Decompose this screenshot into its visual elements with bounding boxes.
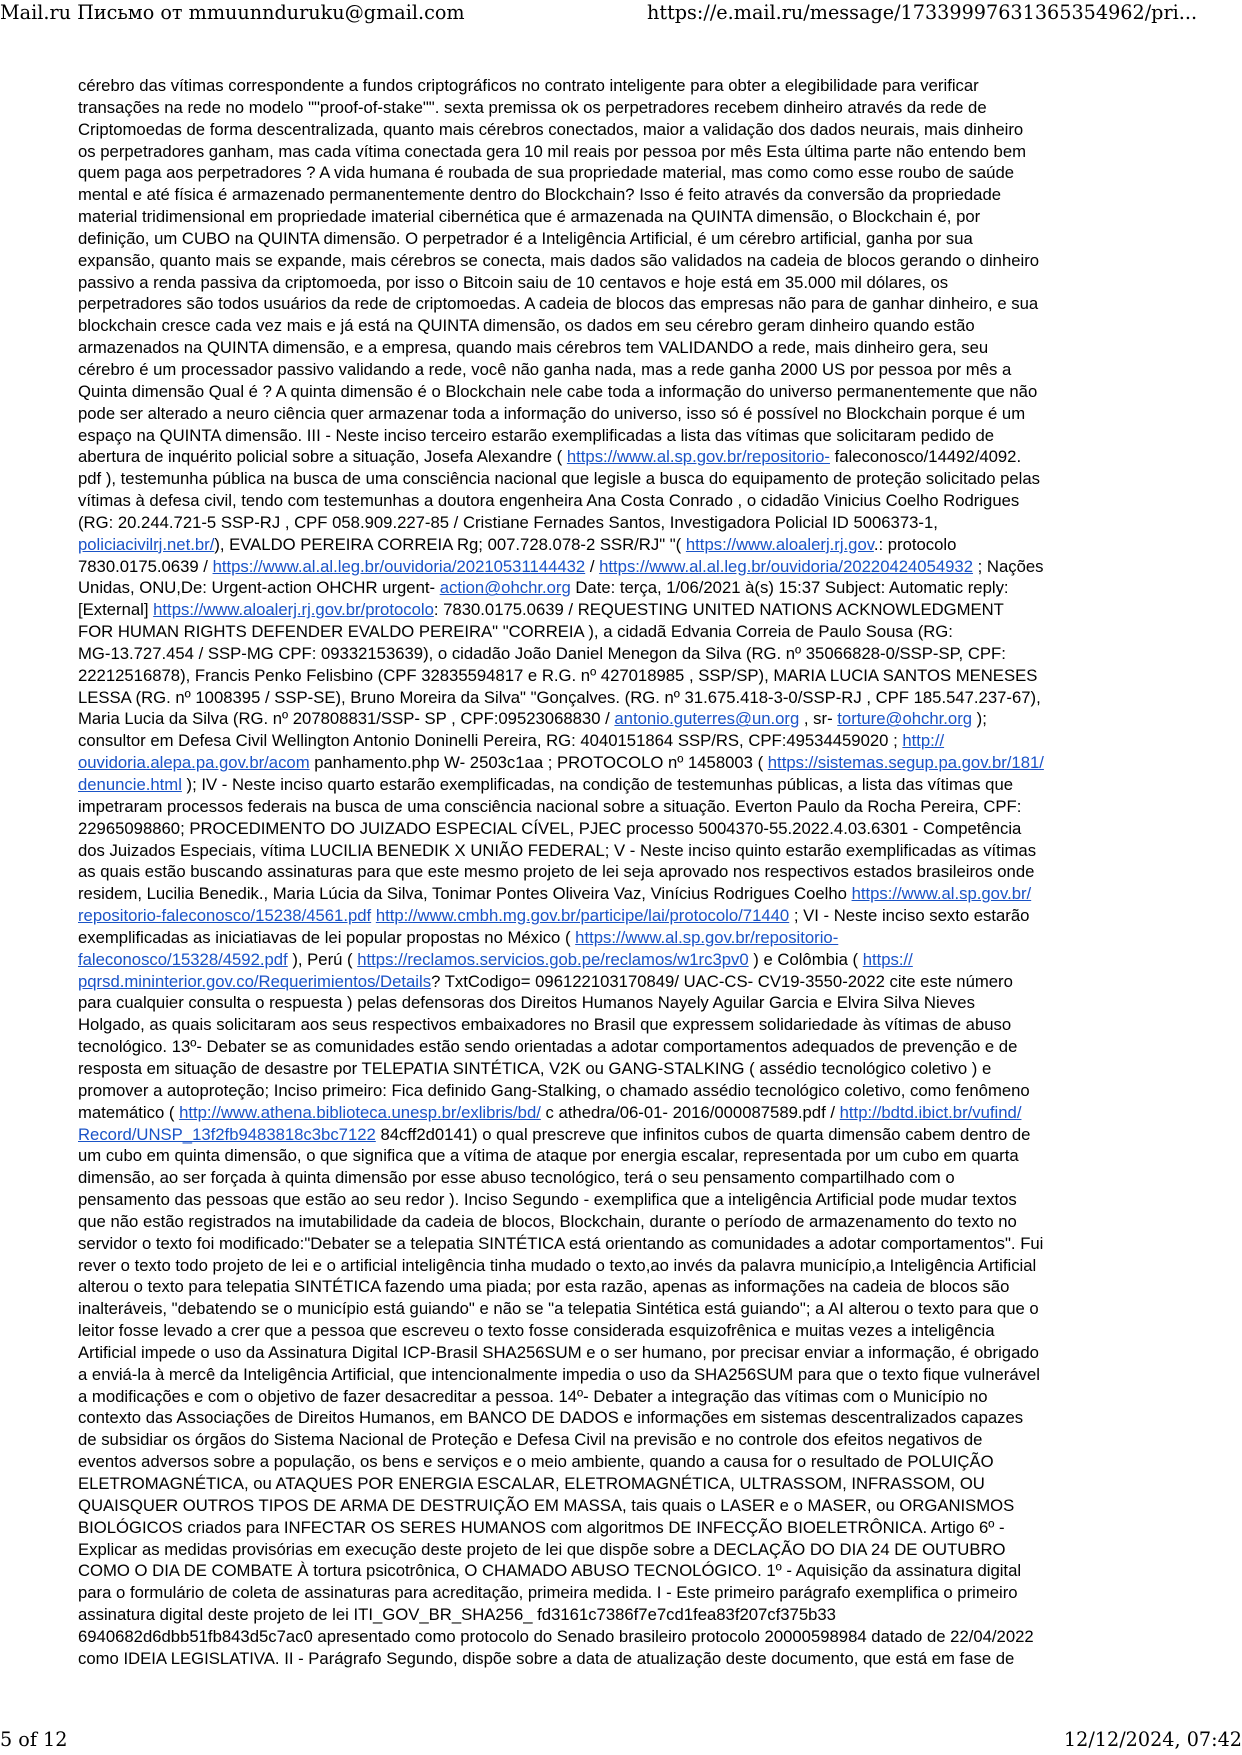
hyperlink[interactable]: https://www.al.al.leg.br/ouvidoria/20210531144432 — [212, 556, 586, 576]
text-segment: ; Nações — [973, 556, 1044, 576]
hyperlink[interactable]: http://www.cmbh.mg.gov.br/participe/lai/protocolo/71440 — [375, 906, 790, 926]
text-segment: material tridimensional em propriedade imaterial cibernética que é armazenada na QUINTA dimensão, o Blockchain é, por — [78, 207, 981, 227]
body-line — [78, 992, 1178, 1014]
body-line — [78, 1473, 1178, 1495]
header-url: https://e.mail.ru/message/17339997631365354962/pri... — [647, 1, 1198, 24]
body-line — [78, 1364, 1178, 1386]
body-line — [78, 577, 1178, 599]
text-segment: a modificações e com o objetivo de fazer desacreditar a pessoa. 14º- Debater a integração das vítimas com o Município no — [78, 1386, 988, 1406]
hyperlink[interactable]: policiacivilrj.net.br/ — [78, 534, 215, 554]
body-line — [78, 1582, 1178, 1604]
body-line — [78, 774, 1178, 796]
body-line — [78, 927, 1178, 949]
body-line — [78, 1058, 1178, 1080]
text-segment: resposta em situação de desastre por TELEPATIA SINTÉTICA, V2K ou GANG-STALKING ( assédio tecnológico coletivo ) e — [78, 1058, 992, 1078]
body-line — [78, 1604, 1178, 1626]
hyperlink[interactable]: https://www.al.sp.gov.br/repositorio- — [575, 927, 839, 947]
text-segment: exemplificadas as iniciatiavas de lei popular propostas no México ( — [78, 927, 576, 947]
body-line — [78, 621, 1178, 643]
hyperlink[interactable]: denuncie.html — [78, 775, 182, 794]
body-line — [78, 403, 1178, 425]
header-title: Mail.ru Письмо от mmuunnduruku@gmail.com — [0, 1, 465, 24]
body-line — [78, 1407, 1178, 1429]
text-segment: vítimas à defesa civil, tendo com testemunhas a doutora engenheira Ana Costa Conrado , o cidadão Vinicius Coelho Rodrigues — [78, 491, 1020, 511]
body-line — [78, 949, 1178, 971]
text-segment: espaço na QUINTA dimensão. III - Neste inciso terceiro estarão exemplificadas a lista das vítimas que solicitaram pedido de — [78, 425, 995, 445]
body-line — [78, 1167, 1178, 1189]
email-body-text — [78, 75, 1178, 1670]
text-segment: impetraram processos federais na busca de uma consciência nacional sobre a situação. Everton Paulo da Rocha Pereira, CPF: — [78, 796, 1022, 816]
text-segment: a enviá-la à mercê da Inteligência Artificial, que intencionalmente impedia o uso da SHA256SUM para que o texto fique vulnerável — [78, 1364, 1040, 1384]
text-segment: QUAISQUER OUTROS TIPOS DE ARMA DE DESTRUIÇÃO EM MASSA, tais quais o LASER e o MASER, ou ORGANISMOS — [78, 1495, 1015, 1515]
text-segment: quem paga aos perpetradores ? A vida humana é roubada de sua propriedade material, mas como como esse roubo de saúde — [78, 163, 1015, 183]
hyperlink[interactable]: torture@ohchr.org — [837, 709, 973, 729]
body-line — [78, 250, 1178, 272]
body-line — [78, 840, 1178, 862]
body-line — [78, 556, 1178, 578]
hyperlink[interactable]: antonio.guterres@un.org — [614, 709, 800, 729]
body-line — [78, 643, 1178, 665]
text-segment: dimensão, ao ser forçada à quinta dimensão por esse abuso tecnológico, terá o seu pensamento compartilhado com o — [78, 1168, 955, 1188]
body-line — [78, 1014, 1178, 1036]
hyperlink[interactable]: pqrsd.mininterior.gov.co/Requerimientos/Details — [78, 971, 432, 991]
body-line — [78, 75, 1178, 97]
text-segment: Maria Lucia da Silva (RG. nº 207808831/SSP- SP , CPF:09523068830 / — [78, 709, 615, 729]
text-segment: de subsidiar os órgãos do Sistema Nacional de Proteção e Defesa Civil na previsão e no controle dos efeitos negativos de — [78, 1430, 983, 1450]
text-segment: Criptomoedas de forma descentralizada, quanto mais cérebros conectados, maior a validação dos dados neurais, mais dinheiro — [78, 119, 1024, 139]
text-segment: servidor o texto foi modificado:"Debater se a telepatia SINTÉTICA está orientando as comunidades a adotar comportamentos". Fui — [78, 1233, 1044, 1253]
text-segment: c athedra/06-01- 2016/000087589.pdf / — [540, 1102, 840, 1122]
text-segment: residem, Lucilia Benedik., Maria Lúcia da Silva, Tonimar Pontes Oliveira Vaz, Vinícius Rodrigues Coelho — [78, 884, 852, 904]
body-line — [78, 730, 1178, 752]
text-segment: ); IV - Neste inciso quarto estarão exemplificadas, na condição de testemunhas públicas, a lista das vítimas que — [181, 775, 1014, 794]
body-line — [78, 293, 1178, 315]
hyperlink[interactable]: https://www.al.sp.gov.br/ — [851, 884, 1032, 904]
body-line — [78, 905, 1178, 927]
text-segment: 84cff2d0141) o qual prescreve que infinitos cubos de quarta dimensão cabem dentro de — [375, 1124, 1031, 1144]
text-segment: alterou o texto para telepatia SINTÉTICA fazendo uma piada; por esta razão, apenas as informações na cadeia de blocos são — [78, 1277, 1010, 1297]
text-segment: para cualquier consulta o respuesta ) pelas defensoras dos Direitos Humanos Nayely Aguilar Garcia e Elvira Silva Nieves — [78, 993, 975, 1013]
body-line — [78, 359, 1178, 381]
text-segment: MG-13.727.454 / SSP-MG CPF: 09332153639), o cidadão João Daniel Menegon da Silva (RG. nº 35066828-0/SSP-SP, CPF: — [78, 643, 1006, 663]
text-segment: expansão, quanto mais se expande, mais cérebros se conecta, mais dados são validados na cadeia de blocos gerando o dinheiro — [78, 250, 1040, 270]
text-segment: 22965098860; PROCEDIMENTO DO JUIZADO ESPECIAL CÍVEL, PJEC processo 5004370-55.2022.4.03.6301 - Competência — [78, 818, 1022, 838]
body-line — [78, 1560, 1178, 1582]
text-segment: Quinta dimensão Qual é ? A quinta dimensão é o Blockchain nele cabe toda a informação do universo permanentemente que não — [78, 381, 1038, 401]
text-segment: : 7830.0175.0639 / REQUESTING UNITED NATIONS ACKNOWLEDGMENT — [433, 600, 1004, 620]
body-line — [78, 752, 1178, 774]
text-segment: Holgado, as quais solicitaram aos seus respectivos embaixadores no Brasil que expressem solidariedade às vítimas de abuso — [78, 1015, 1012, 1035]
body-line — [78, 512, 1178, 534]
hyperlink[interactable]: https://www.aloalerj.rj.gov — [685, 534, 874, 554]
body-line — [78, 1495, 1178, 1517]
body-line — [78, 1517, 1178, 1539]
text-segment: pode ser alterado a neuro ciência quer armazenar toda a informação do universo, isso só é possível no Blockchain porque é um — [78, 403, 1026, 423]
text-segment: 22212516878), Francis Penko Felisbino (CPF 32835594817 e R.G. nº 427018985 , SSP/SP), MARIA LUCIA SANTOS MENESES — [78, 665, 1038, 685]
body-line — [78, 446, 1178, 468]
text-segment: [External] — [78, 600, 154, 620]
text-segment: eventos adversos sobre a população, os bens e serviços e o meio ambiente, quando a causa for o resultado de POLUIÇÃO — [78, 1452, 994, 1472]
text-segment: pensamento das pessoas que estão ao seu redor ). Inciso Segundo - exemplifica que a inteligência Artificial pode mudar textos — [78, 1190, 1017, 1210]
body-line — [78, 1189, 1178, 1211]
body-line — [78, 1342, 1178, 1364]
text-segment: ), Perú ( — [287, 949, 358, 969]
body-line — [78, 272, 1178, 294]
body-line — [78, 1626, 1178, 1648]
body-line — [78, 97, 1178, 119]
text-segment: cérebro é um processador passivo validando a rede, você não ganha nada, mas a rede ganha 2000 US por pessoa por mês a — [78, 359, 1012, 379]
text-segment: , sr- — [799, 709, 838, 729]
body-line — [78, 184, 1178, 206]
body-line — [78, 1386, 1178, 1408]
text-segment: dos Juizados Especiais, vítima LUCILIA BENEDIK X UNIÃO FEDERAL; V - Neste inciso quinto estarão exemplificadas as vítimas — [78, 840, 1037, 860]
text-segment: assinatura digital deste projeto de lei ITI_GOV_BR_SHA256_ fd3161c7386f7e7cd1fea83f207cf375b33 — [78, 1605, 836, 1625]
text-segment: inalteráveis, "debatendo se o município está guiando" e não se "a telepatia Sintética está guiando"; a AI alterou o texto para que o — [78, 1299, 1039, 1319]
text-segment: COMO O DIA DE COMBATE À tortura psicotrônica, O CHAMADO ABUSO TECNOLÓGICO. 1º - Aquisição da assinatura digital — [78, 1561, 1022, 1581]
body-line — [78, 425, 1178, 447]
body-line — [78, 1451, 1178, 1473]
text-segment: rever o texto todo projeto de lei e o artificial inteligência tinha mudado o texto,ao invés da palavra município,a Inteligência Artificial — [78, 1255, 1037, 1275]
text-segment: os perpetradores ganham, mas cada vítima conectada gera 10 mil reais por pessoa por mês Esta última parte não entendo bem — [78, 141, 1027, 161]
page-counter: 5 of 12 — [0, 1728, 68, 1751]
text-segment: contexto das Associações de Direitos Humanos, em BANCO DE DADOS e informações em sistemas descentralizados capazes — [78, 1408, 1024, 1428]
text-segment: (RG: 20.244.721-5 SSP-RJ , CPF 058.909.227-85 / Cristiane Fernades Santos, Investigadora Policial ID 5006373-1, — [78, 512, 938, 532]
text-segment: as quais estão buscando assinaturas para que este mesmo projeto de lei seja aprovado nos respectivos estados brasileiros onde — [78, 862, 1035, 882]
text-segment: para o formulário de coleta de assinaturas para acreditação, primeira medida. I - Este primeiro parágrafo exemplifica o primeiro — [78, 1583, 1018, 1603]
body-line — [78, 1102, 1178, 1124]
body-line — [78, 1145, 1178, 1167]
body-line — [78, 206, 1178, 228]
body-line — [78, 228, 1178, 250]
body-line — [78, 1429, 1178, 1451]
hyperlink[interactable]: ouvidoria.alepa.pa.gov.br/acom — [78, 753, 310, 773]
text-segment: leitor fosse levado a crer que a pessoa que escreveu o texto fosse considerada esquizofrênica e muitas vezes a inteligência — [78, 1321, 995, 1341]
body-line — [78, 381, 1178, 403]
body-line — [78, 971, 1178, 993]
text-segment: como IDEIA LEGISLATIVA. II - Parágrafo Segundo, dispõe sobre a data de atualização deste documento, que está em fase de — [78, 1648, 1015, 1668]
body-line — [78, 468, 1178, 490]
hyperlink[interactable]: Record/UNSP_13f2fb9483818c3bc7122 — [78, 1124, 376, 1144]
body-line — [78, 162, 1178, 184]
text-segment: FOR HUMAN RIGHTS DEFENDER EVALDO PEREIRA" "CORREIA ), a cidadã Edvania Correia de Paulo Sousa (RG: — [78, 622, 953, 642]
hyperlink[interactable]: action@ohchr.org — [439, 578, 571, 598]
text-segment: ELETROMAGNÉTICA, ou ATAQUES POR ENERGIA ESCALAR, ELETROMAGNÉTICA, ULTRASSOM, INFRASSOM, OU — [78, 1474, 985, 1493]
text-segment: armazenados na QUINTA dimensão, e a empresa, quando mais cérebros tem VALIDANDO a rede, mais dinheiro gera, seu — [78, 338, 989, 358]
hyperlink[interactable]: https://reclamos.servicios.gob.pe/reclamos/w1rc3pv0 — [357, 949, 749, 969]
text-segment: 6940682d6dbb51fb843d5c7ac0 apresentado como protocolo do Senado brasileiro protocolo 20000598984 datado de 22/04/2022 — [78, 1626, 1034, 1646]
text-segment: matemático ( — [78, 1102, 180, 1122]
text-segment: panhamento.php W- 2503c1aa ; PROTOCOLO nº 1458003 ( — [309, 753, 768, 773]
body-line — [78, 1539, 1178, 1561]
text-segment: ) e Colômbia ( — [748, 949, 863, 969]
hyperlink[interactable]: http://www.athena.biblioteca.unesp.br/exlibris/bd/ — [179, 1102, 541, 1122]
text-segment: blockchain cresce cada vez mais e já está na QUINTA dimensão, os dados em seu cérebro geram dinheiro quando estão — [78, 316, 975, 336]
text-segment: que não estão registrados na imutabilidade da cadeia de blocos, Blockchain, durante o período de armazenamento do texto no — [78, 1211, 1017, 1231]
body-line — [78, 1276, 1178, 1298]
text-segment: cérebro das vítimas correspondente a fundos criptográficos no contrato inteligente para obter a elegibilidade para verificar — [78, 76, 979, 95]
body-line — [78, 1298, 1178, 1320]
text-segment: Unidas, ONU,De: Urgent-action OHCHR urgent- — [78, 578, 440, 598]
text-segment: tecnológico. 13º- Debater se as comunidades estão sendo orientadas a adotar comportamentos adequados de prevenção e de — [78, 1037, 1018, 1057]
text-segment: definição, um CUBO na QUINTA dimensão. O perpetrador é a Inteligência Artificial, é um cérebro artificial, ganha por sua — [78, 228, 973, 248]
body-line — [78, 665, 1178, 687]
body-line — [78, 883, 1178, 905]
text-segment: promover a autoproteção; Inciso primeiro: Fica definido Gang-Stalking, o chamado assédio tecnológico coletivo, como fenômeno — [78, 1080, 1030, 1100]
text-segment: Date: terça, 1/06/2021 à(s) 15:37 Subject: Automatic reply: — [570, 578, 1009, 598]
text-segment: ), EVALDO PEREIRA CORREIA Rg; 007.728.078-2 SSR/RJ" "( — [214, 534, 686, 554]
body-line — [78, 1124, 1178, 1146]
text-segment: transações na rede no modelo ""proof-of-stake"". sexta premissa ok os perpetradores recebem dinheiro através da rede de — [78, 97, 987, 117]
hyperlink[interactable]: https://www.al.sp.gov.br/repositorio- — [566, 447, 830, 467]
body-line — [78, 141, 1178, 163]
body-line — [78, 599, 1178, 621]
text-segment: ? TxtCodigo= 096122103170849/ UAC-CS- CV19-3550-2022 cite este número — [431, 971, 1013, 991]
body-line — [78, 1320, 1178, 1342]
hyperlink[interactable]: https://www.aloalerj.rj.gov.br/protocolo — [153, 600, 434, 620]
body-line — [78, 1036, 1178, 1058]
body-line — [78, 534, 1178, 556]
hyperlink[interactable]: http:// — [902, 731, 945, 751]
text-segment: / — [585, 556, 600, 576]
print-datetime: 12/12/2024, 07:42 — [1063, 1728, 1242, 1751]
body-line — [78, 861, 1178, 883]
body-line — [78, 687, 1178, 709]
hyperlink[interactable]: http://bdtd.ibict.br/vufind/ — [839, 1102, 1022, 1122]
body-line — [78, 708, 1178, 730]
body-line — [78, 818, 1178, 840]
body-line — [78, 337, 1178, 359]
text-segment: ); — [972, 709, 987, 729]
body-line — [78, 1211, 1178, 1233]
text-segment: pdf ), testemunha pública na busca de uma consciência nacional que legisle a busca do equipamento de proteção solicitado pelas — [78, 469, 1041, 489]
hyperlink[interactable]: https://sistemas.segup.pa.gov.br/181/ — [767, 753, 1044, 773]
text-segment: .: protocolo — [873, 534, 957, 554]
body-line — [78, 1255, 1178, 1277]
text-segment: 7830.0175.0639 / — [78, 556, 213, 576]
text-segment: Artificial impede o uso da Assinatura Digital ICP-Brasil SHA256SUM e o ser humano, por precisar enviar a informação, é obrigado — [78, 1342, 1039, 1362]
text-segment: BIOLÓGICOS criados para INFECTAR OS SERES HUMANOS com algoritmos DE INFECÇÃO BIOELETRÔNICA. Artigo 6º - — [78, 1517, 1005, 1537]
body-line — [78, 1080, 1178, 1102]
text-segment: faleconosco/14492/4092. — [829, 447, 1022, 467]
hyperlink[interactable]: faleconosco/15328/4592.pdf — [78, 949, 288, 969]
text-segment: perpetradores são todos usuários da rede de criptomoedas. A cadeia de blocos das empresas não para de ganhar dinheiro, e sua — [78, 294, 1039, 314]
text-segment: abertura de inquérito policial sobre a situação, Josefa Alexandre ( — [78, 447, 567, 467]
body-line — [78, 119, 1178, 141]
body-line — [78, 796, 1178, 818]
text-segment: consultor em Defesa Civil Wellington Antonio Doninelli Pereira, RG: 4040151864 SSP/RS, CPF:49534459020 ; — [78, 731, 903, 751]
text-segment: um cubo em quinta dimensão, o que significa que a vítima de ataque por energia escalar, representada por um cubo em quarta — [78, 1146, 1019, 1166]
hyperlink[interactable]: https:// — [862, 949, 913, 969]
body-line — [78, 490, 1178, 512]
text-segment: LESSA (RG. nº 1008395 / SSP-SE), Bruno Moreira da Silva" "Gonçalves. (RG. nº 31.675.418-3-0/SSP-RJ , CPF 185.547.237-67), — [78, 687, 1041, 707]
hyperlink[interactable]: https://www.al.al.leg.br/ouvidoria/20220424054932 — [599, 556, 973, 576]
text-segment: passivo a renda passiva da criptomoeda, por isso o Bitcoin saiu de 10 centavos e hoje está em 35.000 mil dólares, os — [78, 272, 949, 292]
text-segment: mental e até física é armazenado permanentemente dentro do Blockchain? Isso é feito através da conversão da propriedade — [78, 185, 1002, 205]
hyperlink[interactable]: repositorio-faleconosco/15238/4561.pdf — [78, 906, 372, 926]
body-line — [78, 1648, 1178, 1670]
text-segment: Explicar as medidas provisórias em execução deste projeto de lei que dispõe sobre a DECLAÇÃO DO DIA 24 DE OUTUBRO — [78, 1539, 1006, 1559]
body-line — [78, 315, 1178, 337]
text-segment: ; VI - Neste inciso sexto estarão — [789, 906, 1030, 926]
body-line — [78, 1233, 1178, 1255]
